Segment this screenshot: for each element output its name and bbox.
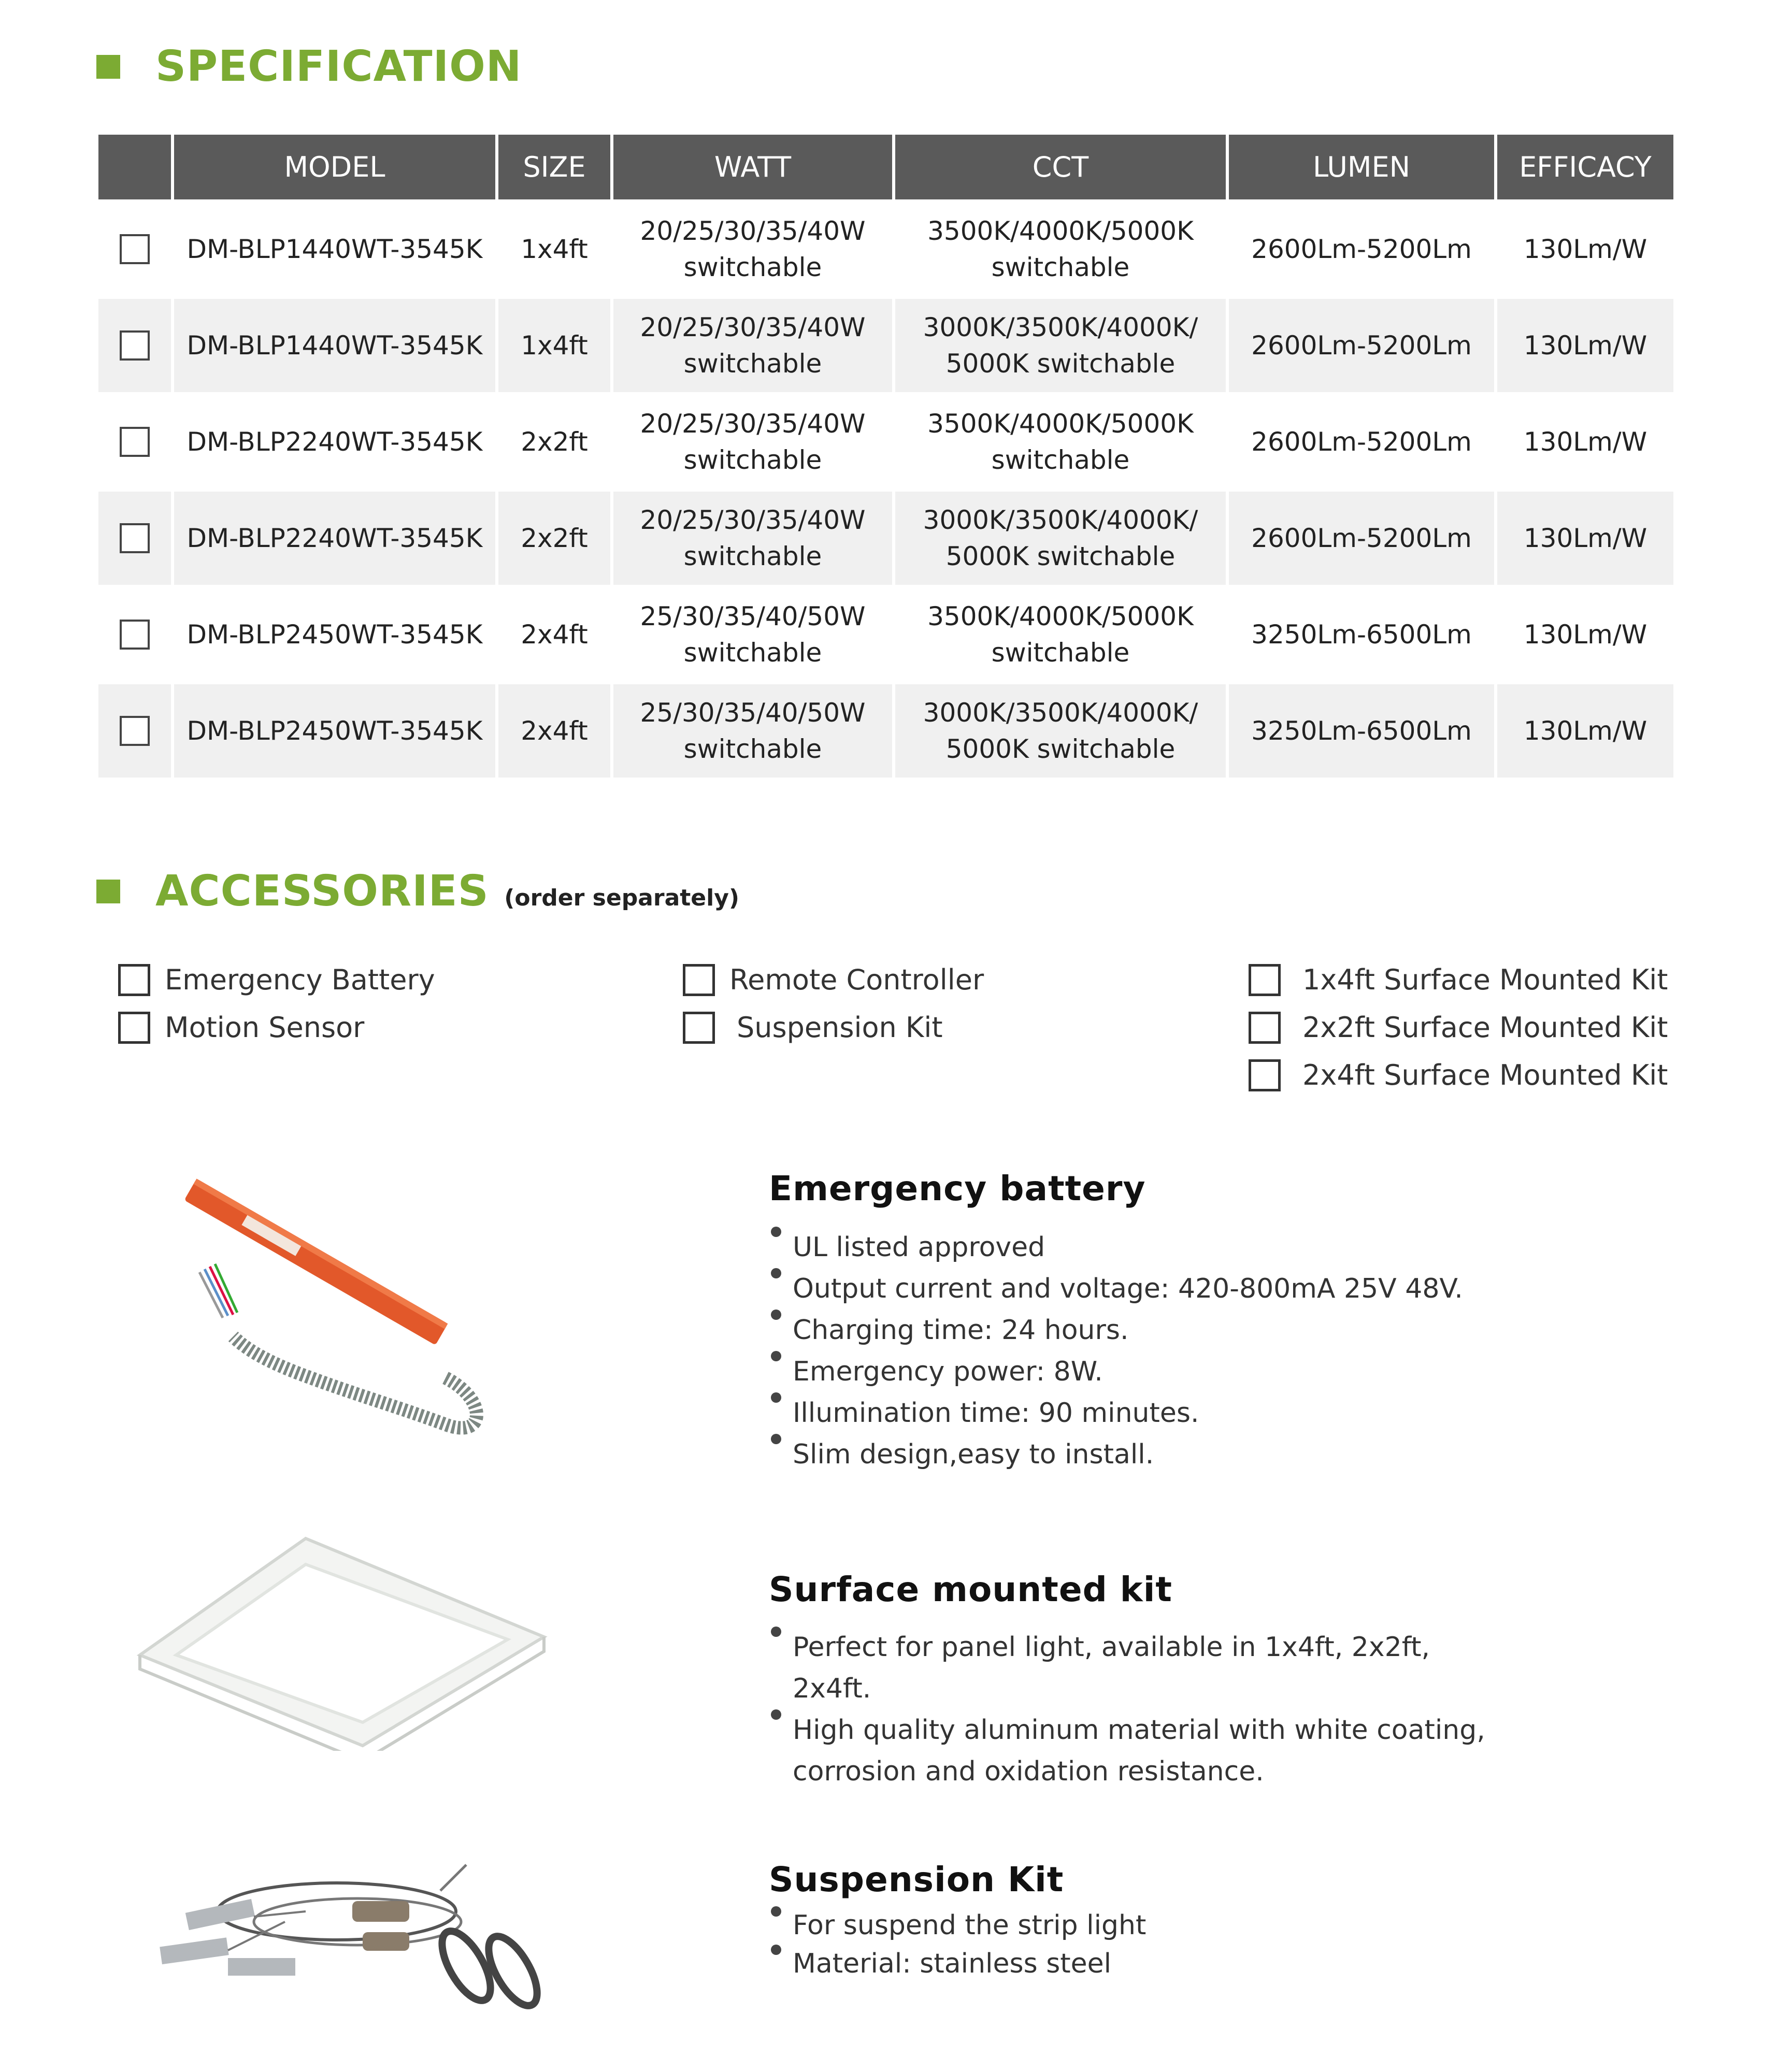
row-checkbox-cell (98, 395, 171, 488)
lumen-cell (1229, 395, 1494, 488)
size-text: 1x4ft (521, 234, 588, 264)
size-text: 2x4ft (521, 716, 588, 746)
accessory-label: Suspension Kit (737, 1011, 943, 1044)
lumen-text: 3250Lm-6500Lm (1251, 716, 1472, 746)
accessories-heading (155, 867, 740, 916)
row-checkbox[interactable] (120, 620, 150, 650)
accessory-label: 2x4ft Surface Mounted Kit (1302, 1059, 1668, 1091)
row-checkbox[interactable] (120, 234, 150, 264)
bullet-item: Slim design,easy to install. (769, 1434, 1463, 1475)
model-text: DM-BLP1440WT-3545K (187, 330, 483, 361)
header-efficacy: EFFICACY (1497, 135, 1673, 199)
model-cell (174, 299, 495, 392)
accessories-heading-square (96, 880, 120, 903)
watt-text: 20/25/30/35/40W switchable (640, 216, 866, 282)
surface-mounted-kit-title: Surface mounted kit (769, 1570, 1172, 1609)
surface-mounted-kit-image (135, 1533, 549, 1751)
efficacy-text: 130Lm/W (1523, 234, 1647, 264)
lumen-text: 2600Lm-5200Lm (1251, 427, 1472, 457)
watt-text: 20/25/30/35/40W switchable (640, 312, 866, 379)
checkbox[interactable] (1249, 1012, 1281, 1044)
lumen-cell (1229, 588, 1494, 681)
row-checkbox-cell (98, 492, 171, 585)
size-cell (498, 492, 610, 585)
cct-cell (895, 203, 1226, 296)
size-cell (498, 395, 610, 488)
model-text: DM-BLP2240WT-3545K (187, 427, 483, 457)
header-model: MODEL (174, 135, 495, 199)
watt-cell (613, 684, 892, 778)
model-cell (174, 588, 495, 681)
table-row (98, 299, 1673, 392)
lumen-cell (1229, 492, 1494, 585)
checkbox[interactable] (118, 964, 150, 996)
cct-text: 3500K/4000K/5000K switchable (927, 601, 1194, 668)
efficacy-cell (1497, 684, 1673, 778)
model-cell (174, 203, 495, 296)
header-checkbox-col (98, 135, 171, 199)
cct-cell (895, 299, 1226, 392)
row-checkbox-cell (98, 684, 171, 778)
cct-text: 3000K/3500K/4000K/ 5000K switchable (923, 698, 1198, 764)
bullet-item: Output current and voltage: 420-800mA 25V 48V. (769, 1268, 1463, 1310)
efficacy-cell (1497, 203, 1673, 296)
model-cell (174, 395, 495, 488)
table-row (98, 203, 1673, 296)
efficacy-cell (1497, 299, 1673, 392)
efficacy-text: 130Lm/W (1523, 523, 1647, 553)
header-size: SIZE (498, 135, 610, 199)
accessory-label: 1x4ft Surface Mounted Kit (1302, 963, 1668, 996)
accessory-option-2x2ft-surface-kit[interactable] (1249, 1011, 1668, 1044)
accessory-option-1x4ft-surface-kit[interactable] (1249, 963, 1668, 996)
cct-text: 3000K/3500K/4000K/ 5000K switchable (923, 312, 1198, 379)
watt-text: 20/25/30/35/40W switchable (640, 409, 866, 475)
cct-text: 3500K/4000K/5000K switchable (927, 216, 1194, 282)
suspension-kit-image (150, 1854, 565, 2010)
model-text: DM-BLP2450WT-3545K (187, 716, 483, 746)
header-lumen: LUMEN (1229, 135, 1494, 199)
accessory-option-suspension-kit[interactable] (683, 1011, 943, 1044)
accessory-label: Motion Sensor (165, 1011, 365, 1044)
surface-mounted-kit-bullets (769, 1627, 1504, 1792)
accessory-option-emergency-battery[interactable] (118, 963, 435, 996)
header-cct: CCT (895, 135, 1226, 199)
suspension-kit-title: Suspension Kit (769, 1860, 1064, 1900)
bullet-item: Perfect for panel light, available in 1x4ft, 2x2ft, 2x4ft. (769, 1627, 1504, 1709)
size-cell (498, 684, 610, 778)
header-watt: WATT (613, 135, 892, 199)
size-cell (498, 203, 610, 296)
row-checkbox[interactable] (120, 523, 150, 553)
suspension-kit-bullets (769, 1906, 1146, 1983)
cct-cell (895, 684, 1226, 778)
table-row (98, 684, 1673, 778)
efficacy-cell (1497, 395, 1673, 488)
efficacy-text: 130Lm/W (1523, 716, 1647, 746)
watt-text: 25/30/35/40/50W switchable (640, 698, 866, 764)
checkbox[interactable] (683, 964, 715, 996)
row-checkbox-cell (98, 588, 171, 681)
efficacy-text: 130Lm/W (1523, 620, 1647, 650)
row-checkbox[interactable] (120, 330, 150, 361)
spec-heading-square (96, 55, 120, 79)
model-text: DM-BLP2240WT-3545K (187, 523, 483, 553)
size-text: 1x4ft (521, 330, 588, 361)
size-text: 2x2ft (521, 427, 588, 457)
model-text: DM-BLP1440WT-3545K (187, 234, 483, 264)
lumen-text: 2600Lm-5200Lm (1251, 234, 1472, 264)
watt-text: 20/25/30/35/40W switchable (640, 505, 866, 571)
lumen-cell (1229, 684, 1494, 778)
accessories-note: (order separately) (504, 885, 740, 911)
checkbox[interactable] (1249, 964, 1281, 996)
bullet-item: Charging time: 24 hours. (769, 1310, 1463, 1351)
size-text: 2x4ft (521, 620, 588, 650)
lumen-text: 3250Lm-6500Lm (1251, 620, 1472, 650)
model-text: DM-BLP2450WT-3545K (187, 620, 483, 650)
bullet-item: High quality aluminum material with white coating, corrosion and oxidation resistance. (769, 1709, 1504, 1792)
efficacy-cell (1497, 588, 1673, 681)
accessory-option-2x4ft-surface-kit[interactable] (1249, 1059, 1668, 1091)
accessory-option-remote-controller[interactable] (683, 963, 984, 996)
accessory-label: Emergency Battery (165, 963, 435, 996)
row-checkbox[interactable] (120, 716, 150, 746)
model-cell (174, 492, 495, 585)
checkbox[interactable] (118, 1012, 150, 1044)
checkbox[interactable] (683, 1012, 715, 1044)
bullet-item: Material: stainless steel (769, 1945, 1146, 1983)
watt-cell (613, 203, 892, 296)
accessory-label: Remote Controller (729, 963, 984, 996)
row-checkbox[interactable] (120, 427, 150, 457)
watt-cell (613, 588, 892, 681)
emergency-battery-bullets (769, 1227, 1463, 1475)
efficacy-text: 130Lm/W (1523, 330, 1647, 361)
size-cell (498, 588, 610, 681)
watt-cell (613, 299, 892, 392)
emergency-battery-image (155, 1171, 518, 1440)
efficacy-cell (1497, 492, 1673, 585)
size-text: 2x2ft (521, 523, 588, 553)
accessories-title: ACCESSORIES (155, 867, 489, 916)
lumen-text: 2600Lm-5200Lm (1251, 523, 1472, 553)
efficacy-text: 130Lm/W (1523, 427, 1647, 457)
watt-text: 25/30/35/40/50W switchable (640, 601, 866, 668)
accessory-option-motion-sensor[interactable] (118, 1011, 364, 1044)
accessory-label: 2x2ft Surface Mounted Kit (1302, 1011, 1668, 1044)
cct-text: 3000K/3500K/4000K/ 5000K switchable (923, 505, 1198, 571)
cct-text: 3500K/4000K/5000K switchable (927, 409, 1194, 475)
spec-table-header (98, 135, 1673, 199)
watt-cell (613, 395, 892, 488)
cct-cell (895, 395, 1226, 488)
row-checkbox-cell (98, 203, 171, 296)
model-cell (174, 684, 495, 778)
table-row (98, 588, 1673, 681)
bullet-item: Emergency power: 8W. (769, 1351, 1463, 1392)
cct-cell (895, 588, 1226, 681)
cct-cell (895, 492, 1226, 585)
lumen-cell (1229, 299, 1494, 392)
table-row (98, 395, 1673, 488)
watt-cell (613, 492, 892, 585)
bullet-item: For suspend the strip light (769, 1906, 1146, 1945)
row-checkbox-cell (98, 299, 171, 392)
bullet-item: Illumination time: 90 minutes. (769, 1392, 1463, 1434)
checkbox[interactable] (1249, 1059, 1281, 1091)
lumen-text: 2600Lm-5200Lm (1251, 330, 1472, 361)
table-row (98, 492, 1673, 585)
lumen-cell (1229, 203, 1494, 296)
emergency-battery-title: Emergency battery (769, 1169, 1146, 1208)
spec-heading: SPECIFICATION (155, 42, 522, 91)
size-cell (498, 299, 610, 392)
bullet-item: UL listed approved (769, 1227, 1463, 1268)
